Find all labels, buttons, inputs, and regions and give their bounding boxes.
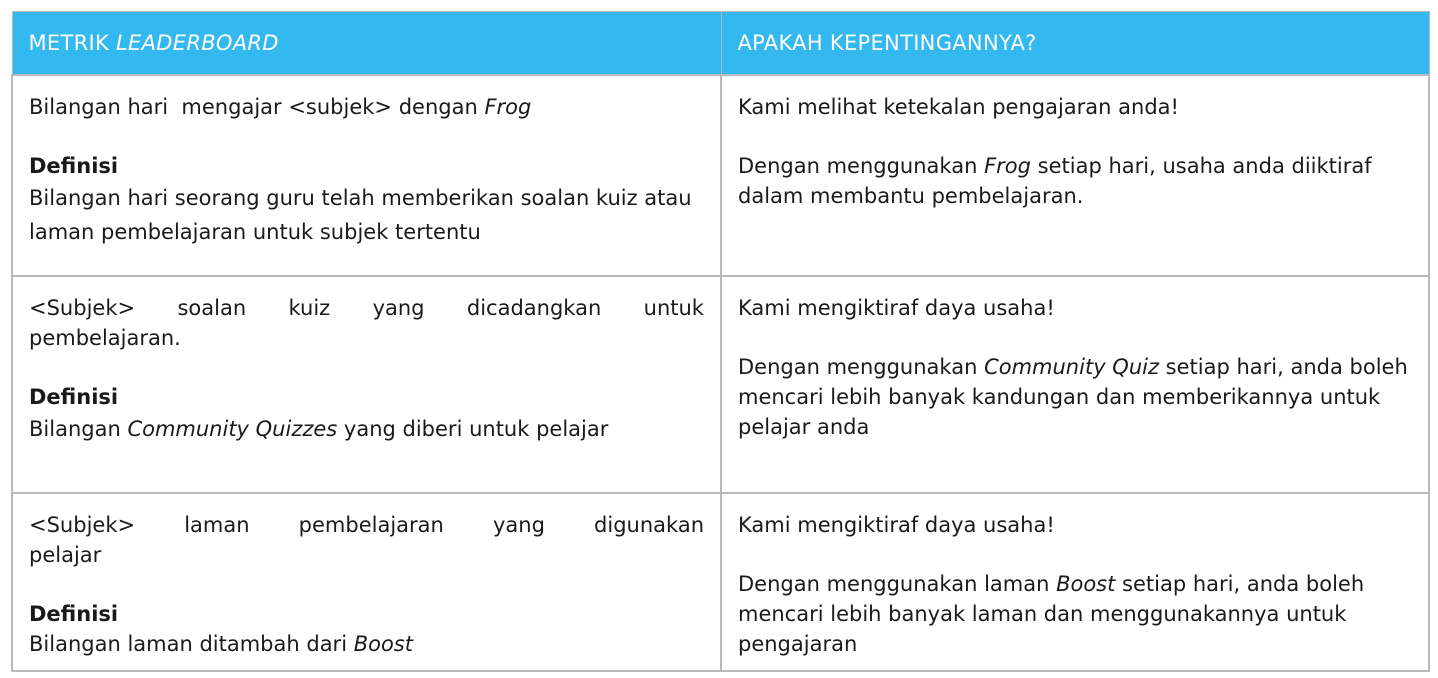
importance-text-b: setiap hari, anda boleh mencari lebih banyak laman dan menggunakannya untuk pengajaran	[738, 572, 1365, 656]
definition-text	[29, 412, 639, 446]
importance-text	[738, 151, 1412, 211]
metric-word: <Subjek>	[29, 513, 136, 537]
metric-word: yang	[492, 513, 545, 537]
importance-text-a: Dengan menggunakan	[738, 355, 985, 379]
importance-cell	[721, 276, 1429, 493]
importance-title: Kami mengiktiraf daya usaha!	[738, 296, 1055, 320]
definition-text-a: Bilangan laman ditambah dari	[29, 632, 354, 656]
definition-label: Definisi	[29, 602, 119, 626]
definition-text	[29, 629, 704, 659]
importance-text	[738, 352, 1412, 442]
importance-text-b: setiap hari, anda boleh mencari lebih banyak kandungan dan memberikannya untuk pelajar anda	[738, 355, 1408, 439]
metric-title-line1	[29, 293, 704, 323]
importance-cell	[721, 75, 1429, 276]
metric-cell	[12, 276, 721, 493]
leaderboard-table-container	[11, 11, 1428, 668]
metric-cell	[12, 493, 721, 671]
definition-text-b: yang diberi untuk pelajar	[337, 417, 609, 441]
metric-title-line2: pembelajaran.	[29, 326, 181, 350]
importance-title: Kami mengiktiraf daya usaha!	[738, 513, 1055, 537]
metric-word: dicadangkan	[466, 296, 602, 320]
importance-text-b: setiap hari, usaha anda diiktiraf dalam membantu pembelajaran.	[738, 154, 1372, 208]
header-importance: APAKAH KEPENTINGANNYA?	[721, 12, 1429, 76]
definition-italic: Boost	[353, 632, 413, 656]
metric-word: pembelajaran	[298, 513, 444, 537]
importance-text	[738, 569, 1412, 659]
header-metric-prefix: METRIK	[28, 31, 117, 55]
table-header-row	[12, 12, 1429, 76]
metric-word: <Subjek>	[29, 296, 136, 320]
header-metric-italic: LEADERBOARD	[116, 31, 279, 55]
metric-word: yang	[372, 296, 425, 320]
importance-text-a: Dengan menggunakan laman	[738, 572, 1057, 596]
metric-title-line1	[29, 510, 704, 540]
metric-word: untuk	[643, 296, 704, 320]
importance-cell	[721, 493, 1429, 671]
metric-cell	[12, 75, 721, 276]
metric-word: kuiz	[288, 296, 331, 320]
metric-word: soalan	[177, 296, 247, 320]
definition-text-a: Bilangan	[29, 417, 128, 441]
importance-italic: Frog	[984, 154, 1031, 178]
importance-title: Kami melihat ketekalan pengajaran anda!	[738, 95, 1179, 119]
table-row	[12, 276, 1429, 493]
definition-label: Definisi	[29, 154, 119, 178]
definition-text: Bilangan hari seorang guru telah memberikan soalan kuiz atau laman pembelajaran untuk subjek tertentu	[29, 186, 692, 244]
importance-italic: Boost	[1056, 572, 1116, 596]
metric-word: laman	[184, 513, 250, 537]
definition-italic: Community Quizzes	[127, 417, 338, 441]
leaderboard-metrics-table	[11, 11, 1430, 672]
importance-italic: Community Quiz	[984, 355, 1159, 379]
metric-title-line2: pelajar	[29, 543, 102, 567]
definition-label: Definisi	[29, 385, 119, 409]
metric-italic: Frog	[484, 95, 532, 119]
metric-word: digunakan	[594, 513, 704, 537]
table-row	[12, 493, 1429, 671]
table-row	[12, 75, 1429, 276]
metric-text: Bilangan hari mengajar <subjek> dengan	[29, 95, 485, 119]
header-metric	[12, 12, 721, 76]
metric-title	[29, 92, 704, 122]
importance-text-a: Dengan menggunakan	[738, 154, 985, 178]
